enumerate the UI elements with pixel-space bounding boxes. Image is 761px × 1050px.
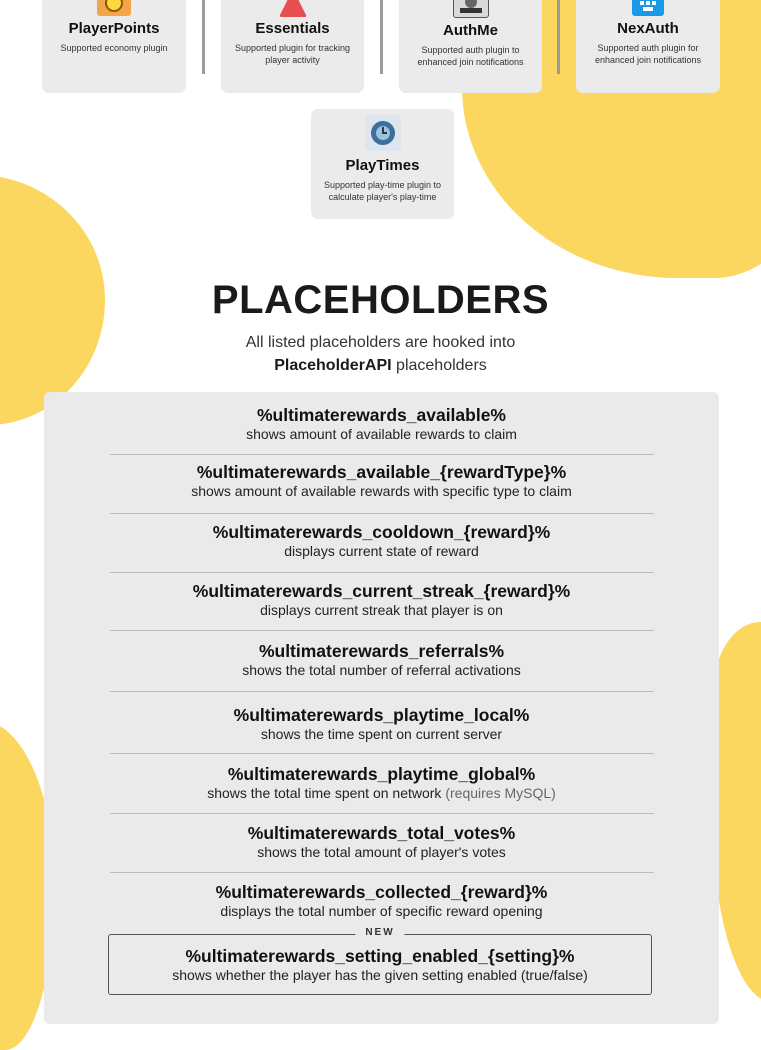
placeholder-name: %ultimaterewards_playtime_local% (233, 705, 530, 725)
plugin-desc: Supported plugin for tracking player activity (234, 43, 351, 65)
divider (110, 454, 654, 455)
plugin-name: AuthMe (443, 22, 498, 39)
divider (110, 872, 654, 873)
placeholder-desc: displays current streak that player is on (260, 602, 503, 618)
list-item (44, 404, 719, 443)
placeholderapi-name: PlaceholderAPI (274, 357, 392, 374)
placeholder-desc: shows amount of available rewards to claim (246, 426, 517, 442)
plugin-name: PlayTimes (345, 157, 420, 174)
list-item (44, 521, 719, 560)
divider (557, 0, 560, 74)
section-subtitle (0, 331, 761, 377)
plugin-card-essentials (221, 0, 364, 93)
placeholder-name: %ultimaterewards_setting_enabled_{setting}% (185, 946, 575, 966)
placeholder-desc: shows the time spent on current server (260, 726, 503, 742)
placeholder-name: %ultimaterewards_available% (256, 405, 506, 425)
plugin-card-playerpoints (42, 0, 186, 93)
divider (380, 0, 383, 74)
divider (110, 572, 654, 573)
placeholder-desc: shows the total amount of player's votes (257, 844, 506, 860)
decor-blob (712, 622, 761, 1002)
subtitle-line: All listed placeholders are hooked into (245, 334, 516, 351)
placeholder-desc: displays the total number of specific reward opening (220, 903, 543, 919)
plugin-desc: Supported economy plugin (60, 43, 168, 53)
plugin-desc: Supported auth plugin for enhanced join notifications (594, 43, 702, 65)
subtitle-rest: placeholders (391, 357, 487, 374)
coin-icon (97, 0, 131, 16)
placeholder-note: (requires MySQL) (445, 785, 556, 801)
divider (110, 813, 654, 814)
divider (110, 630, 654, 631)
subtitle-line-2 (0, 354, 761, 377)
placeholder-name: %ultimaterewards_cooldown_{reward}% (212, 522, 551, 542)
divider (202, 0, 205, 74)
placeholder-name: %ultimaterewards_referrals% (258, 641, 505, 661)
plugin-card-nexauth (576, 0, 720, 93)
plugin-name: Essentials (255, 20, 330, 37)
list-item (44, 704, 719, 743)
placeholder-name: %ultimaterewards_total_votes% (247, 823, 516, 843)
placeholder-desc: shows amount of available rewards with specific type to claim (191, 483, 572, 499)
list-item (44, 763, 719, 802)
placeholder-desc: shows the total number of referral activations (242, 662, 521, 678)
list-item (44, 580, 719, 619)
new-placeholder-box (108, 927, 652, 995)
placeholder-desc: shows whether the player has the given setting enabled (true/false) (172, 967, 588, 983)
placeholder-name: %ultimaterewards_current_streak_{reward}% (192, 581, 571, 601)
plugin-name: NexAuth (617, 20, 679, 37)
placeholder-desc: displays current state of reward (284, 543, 479, 559)
plugin-desc: Supported auth plugin to enhanced join notifications (417, 45, 524, 67)
plugin-desc: Supported play-time plugin to calculate player's play-time (323, 180, 442, 202)
list-item (44, 822, 719, 861)
placeholder-name: %ultimaterewards_collected_{reward}% (215, 882, 548, 902)
plugin-name: PlayerPoints (68, 20, 160, 37)
list-item (44, 461, 719, 500)
plugin-card-playtimes (311, 109, 454, 219)
placeholder-name: %ultimaterewards_playtime_global% (227, 764, 536, 784)
new-badge: NEW (355, 927, 404, 938)
placeholder-name: %ultimaterewards_available_{rewardType}% (196, 462, 567, 482)
flask-icon (276, 0, 310, 16)
placeholder-list (44, 392, 719, 1024)
nexauth-logo-icon (632, 0, 664, 16)
list-item (44, 640, 719, 679)
list-item (44, 881, 719, 920)
playtimes-logo-icon (365, 115, 401, 151)
plugin-card-authme (399, 0, 542, 93)
page-title: PLACEHOLDERS (211, 278, 550, 322)
divider (110, 753, 654, 754)
authme-logo-icon (453, 0, 489, 18)
divider (110, 691, 654, 692)
placeholder-desc (44, 785, 719, 802)
placeholder-desc-text: shows the total time spent on network (207, 785, 442, 801)
divider (110, 513, 654, 514)
